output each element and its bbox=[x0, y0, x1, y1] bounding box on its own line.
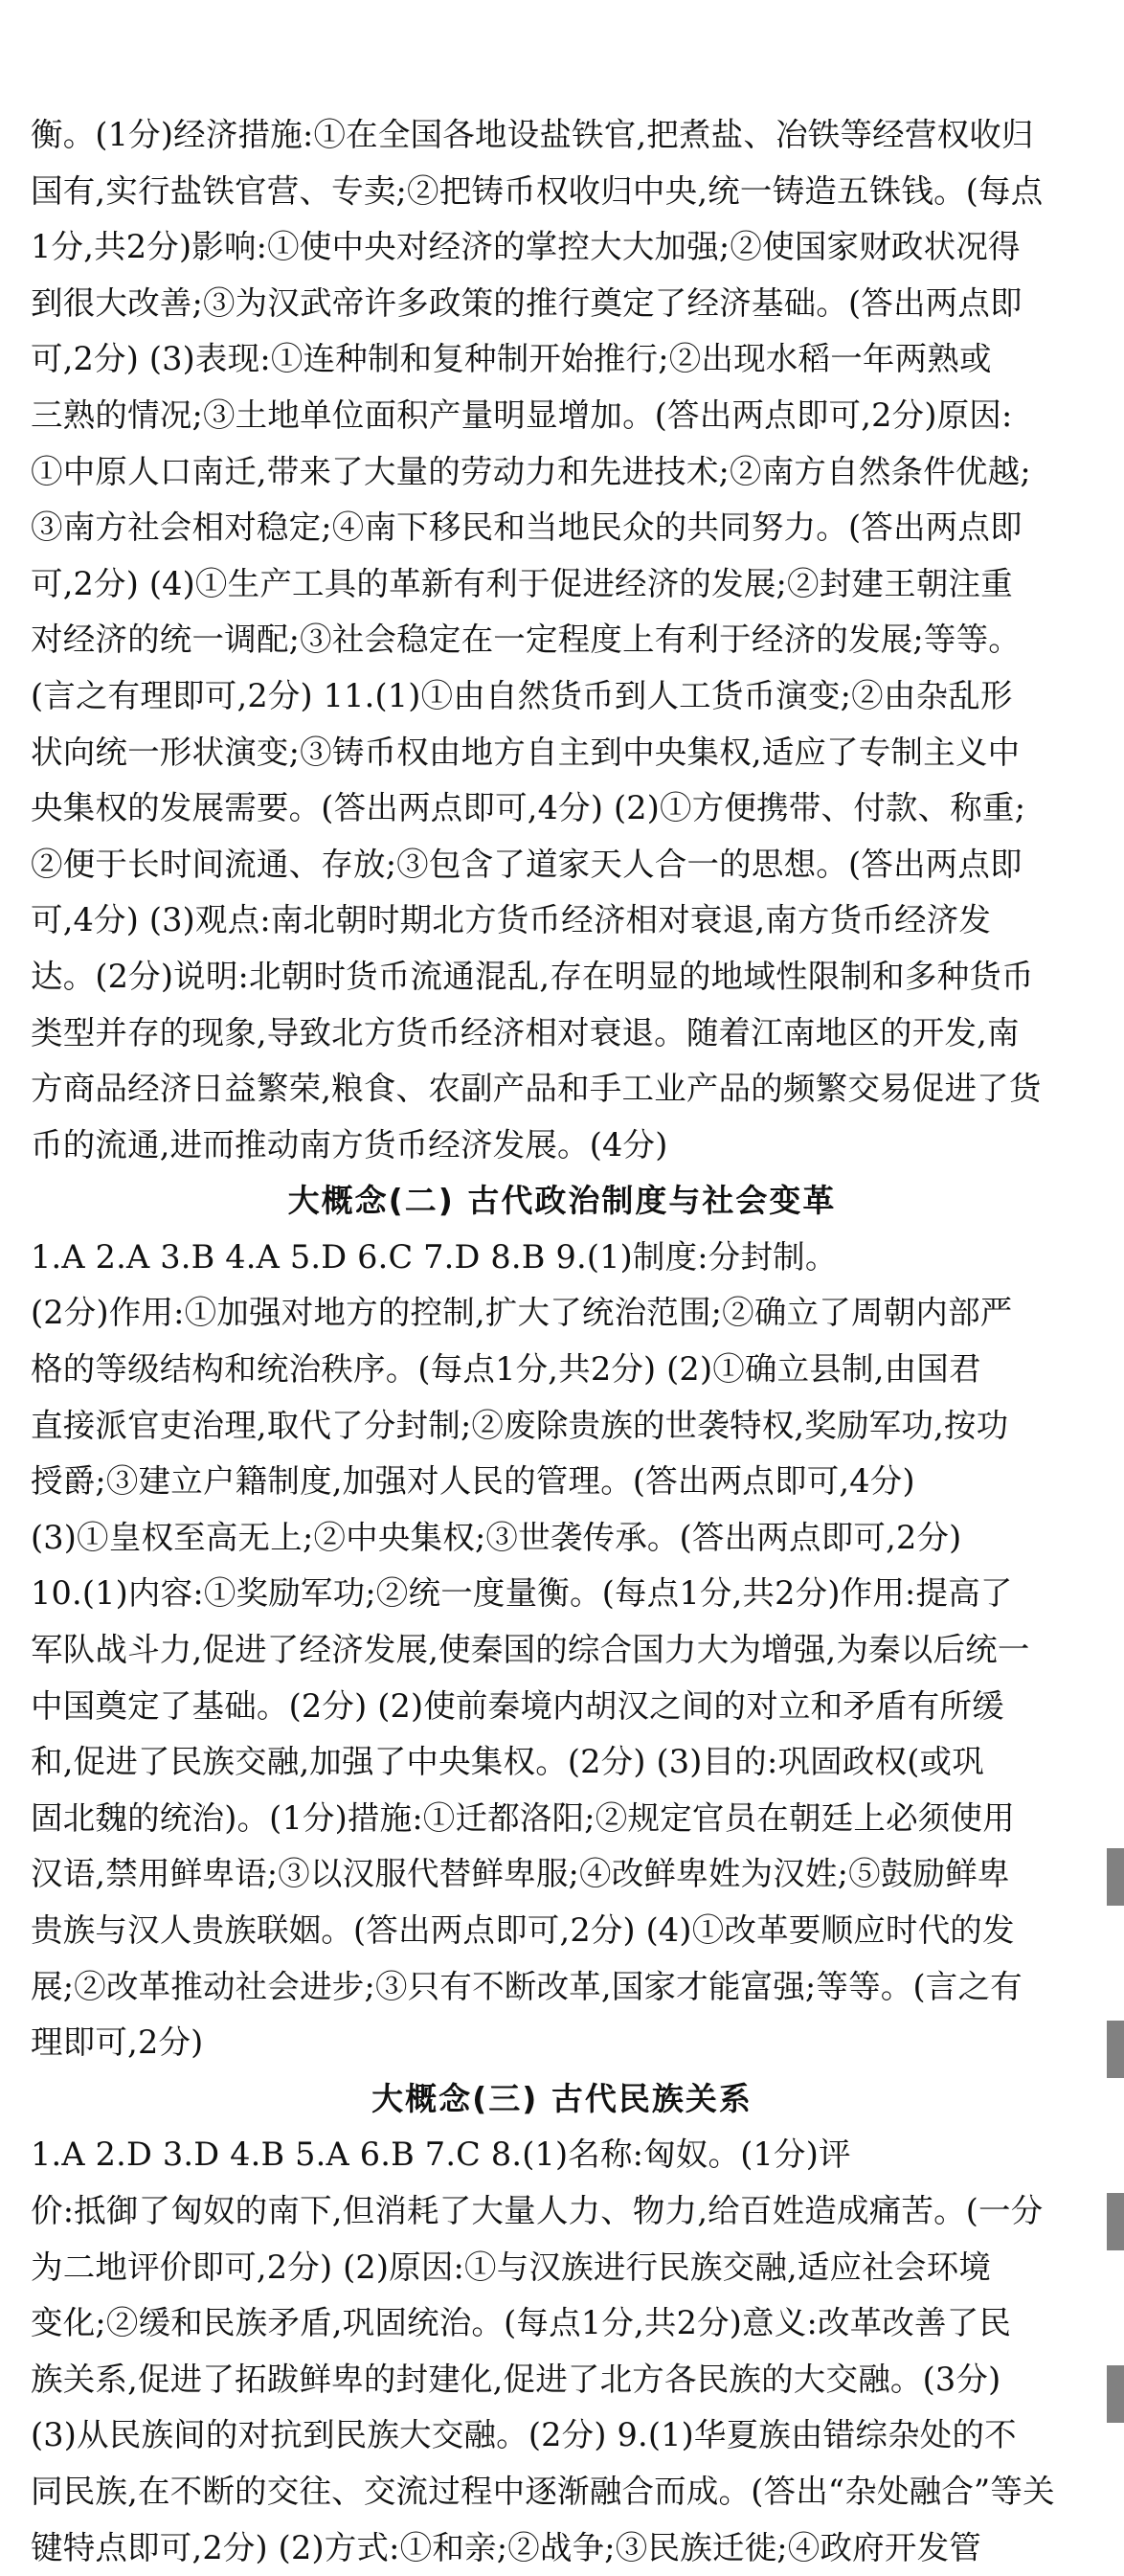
page-edge-mark bbox=[1107, 2193, 1124, 2250]
text-line: (言之有理即可,2分) 11.(1)①由自然货币到人工货币演变;②由杂乱形 bbox=[31, 676, 1013, 714]
page-edge-mark bbox=[1107, 2365, 1124, 2423]
text-line: 价:抵御了匈奴的南下,但消耗了大量人力、物力,给百姓造成痛苦。(一分 bbox=[31, 2191, 1044, 2229]
text-line: 10.(1)内容:①奖励军功;②统一度量衡。(每点1分,共2分)作用:提高了 bbox=[31, 1574, 1013, 1613]
text-line: 键特点即可,2分) (2)方式:①和亲;②战争;③民族迁徙;④政府开发管 bbox=[31, 2528, 981, 2566]
text-line: 三熟的情况;③土地单位面积产量明显增加。(答出两点即可,2分)原因: bbox=[31, 395, 1013, 434]
text-line: ①中原人口南迁,带来了大量的劳动力和先进技术;②南方自然条件优越; bbox=[31, 452, 1031, 490]
text-line: (2分)作用:①加强对地方的控制,扩大了统治范围;②确立了周朝内部严 bbox=[31, 1294, 1013, 1332]
text-line: 军队战斗力,促进了经济发展,使秦国的综合国力大为增强,为秦以后统一 bbox=[31, 1631, 1030, 1669]
text-line: ②便于长时间流通、存放;③包含了道家天人合一的思想。(答出两点即 bbox=[31, 845, 1023, 883]
text-line: 1.A 2.A 3.B 4.A 5.D 6.C 7.D 8.B 9.(1)制度:分封制。 bbox=[31, 1237, 838, 1276]
answer-content bbox=[31, 107, 1093, 2576]
text-line: 可,2分) (4)①生产工具的革新有利于促进经济的发展;②封建王朝注重 bbox=[31, 564, 1013, 602]
text-line: 授爵;③建立户籍制度,加强对人民的管理。(答出两点即可,4分) bbox=[31, 1462, 915, 1501]
text-line: 国有,实行盐铁官营、专卖;②把铸币权收归中央,统一铸造五铢钱。(每点 bbox=[31, 171, 1044, 210]
text-line: 族关系,促进了拓跋鲜卑的封建化,促进了北方各民族的大交融。(3分) bbox=[31, 2360, 1001, 2398]
text-line: (3)从民族间的对抗到民族大交融。(2分) 9.(1)华夏族由错综杂处的不 bbox=[31, 2416, 1017, 2454]
text-line: 对经济的统一调配;③社会稳定在一定程度上有利于经济的发展;等等。 bbox=[31, 621, 1021, 659]
text-line: 固北魏的统治)。(1分)措施:①迁都洛阳;②规定官员在朝廷上必须使用 bbox=[31, 1798, 1015, 1837]
text-line: 贵族与汉人贵族联姻。(答出两点即可,2分) (4)①改革要顺应时代的发 bbox=[31, 1911, 1015, 1949]
text-line: 同民族,在不断的交往、交流过程中逐渐融合而成。(答出“杂处融合”等关 bbox=[31, 2472, 1055, 2510]
page-edge-mark bbox=[1107, 1848, 1124, 1906]
text-line: 中国奠定了基础。(2分) (2)使前秦境内胡汉之间的对立和矛盾有所缓 bbox=[31, 1686, 1004, 1725]
section-1-paragraph bbox=[31, 107, 1093, 1173]
text-line: 达。(2分)说明:北朝时货币流通混乱,存在明显的地域性限制和多种货币 bbox=[31, 957, 1034, 995]
text-line: 变化;②缓和民族矛盾,巩固统治。(每点1分,共2分)意义:改革改善了民 bbox=[31, 2304, 1012, 2342]
text-line: 直接派官吏治理,取代了分封制;②废除贵族的世袭特权,奖励军功,按功 bbox=[31, 1406, 1009, 1444]
text-line: 理即可,2分) bbox=[31, 2023, 204, 2062]
page-edge-mark bbox=[1107, 2021, 1124, 2078]
text-line: 到很大改善;③为汉武帝许多政策的推行奠定了经济基础。(答出两点即 bbox=[31, 283, 1023, 322]
text-line: 和,促进了民族交融,加强了中央集权。(2分) (3)目的:巩固政权(或巩 bbox=[31, 1743, 984, 1781]
text-line: 方商品经济日益繁荣,粮食、农副产品和手工业产品的频繁交易促进了货 bbox=[31, 1070, 1042, 1108]
text-line: 1.A 2.D 3.D 4.B 5.A 6.B 7.C 8.(1)名称:匈奴。(1分)评 bbox=[31, 2135, 851, 2174]
text-line: 为二地评价即可,2分) (2)原因:①与汉族进行民族交融,适应社会环境 bbox=[31, 2248, 992, 2286]
text-line: 央集权的发展需要。(答出两点即可,4分) (2)①方便携带、付款、称重; bbox=[31, 789, 1026, 827]
text-line: 衡。(1分)经济措施:①在全国各地设盐铁官,把煮盐、冶铁等经营权收归 bbox=[31, 116, 1034, 153]
text-line: 类型并存的现象,导致北方货币经济相对衰退。随着江南地区的开发,南 bbox=[31, 1013, 1020, 1051]
section-heading-2: 大概念(二) 古代政治制度与社会变革 bbox=[287, 1182, 837, 1220]
text-line: 格的等级结构和统治秩序。(每点1分,共2分) (2)①确立县制,由国君 bbox=[31, 1350, 981, 1389]
section-heading-3: 大概念(三) 古代民族关系 bbox=[371, 2079, 753, 2117]
text-line: 1分,共2分)影响:①使中央对经济的掌控大大加强;②使国家财政状况得 bbox=[31, 228, 1021, 266]
text-line: 汉语,禁用鲜卑语;③以汉服代替鲜卑服;④改鲜卑姓为汉姓;⑤鼓励鲜卑 bbox=[31, 1855, 1010, 1893]
text-line: 可,2分) (3)表现:①连种制和复种制开始推行;②出现水稻一年两熟或 bbox=[31, 340, 992, 378]
text-line: ③南方社会相对稳定;④南下移民和当地民众的共同努力。(答出两点即 bbox=[31, 508, 1023, 547]
text-line: 币的流通,进而推动南方货币经济发展。(4分) bbox=[31, 1125, 668, 1164]
section-3-paragraph bbox=[31, 2127, 1093, 2576]
section-2-paragraph bbox=[31, 1230, 1093, 2071]
text-line: 状向统一形状演变;③铸币权由地方自主到中央集权,适应了专制主义中 bbox=[31, 733, 1021, 771]
text-line: 可,4分) (3)观点:南北朝时期北方货币经济相对衰退,南方货币经济发 bbox=[31, 901, 992, 939]
text-line: 展;②改革推动社会进步;③只有不断改革,国家才能富强;等等。(言之有 bbox=[31, 1967, 1023, 2005]
text-line: (3)①皇权至高无上;②中央集权;③世袭传承。(答出两点即可,2分) bbox=[31, 1518, 962, 1556]
